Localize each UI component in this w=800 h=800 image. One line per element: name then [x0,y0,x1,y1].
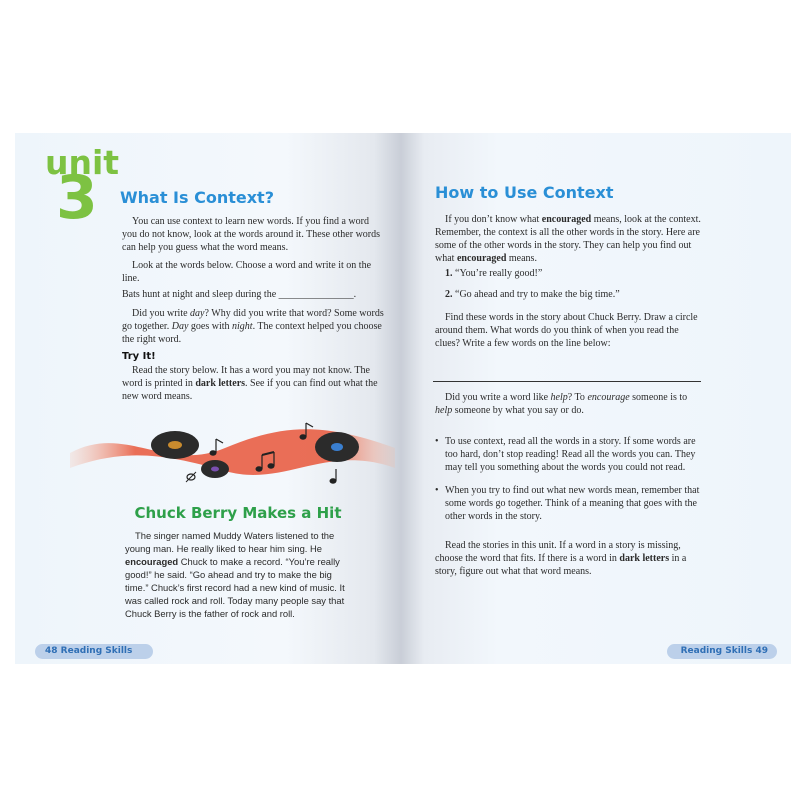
open-book [15,133,791,664]
footer-right [667,644,777,659]
unit-label: unit [45,143,120,182]
list-item: 1. “You’re really good!” [445,268,543,279]
vinyl-record-icon [315,432,359,462]
right-heading: How to Use Context [435,183,614,202]
music-ribbon-illustration [65,413,401,493]
footer-left [35,644,153,659]
footer-label-left: Reading Skills [60,646,133,656]
help-paragraph: Did you write a word like help? To encourage someone is to help someone by what you say or do. [435,392,688,416]
explanation-paragraph: Did you write day? Why did you write that word? Some words go together. Day goes with night. The context helped you choose the right word. [122,308,384,345]
answer-blank[interactable]: _______________ [278,289,354,300]
left-intro-text [122,215,384,285]
intro-paragraph-1: You can use context to learn new words. If you find a word you do not know, look at the words around it. These other words can help you guess what the word means. [122,216,381,253]
unit-number: 3 [56,163,98,233]
tips-list [435,435,703,523]
list-item: • To use context, read all the words in a story. If some words are too hard, don’t stop reading! Read all the words you can. They may tell you something about the words you could not read. [435,436,696,473]
story-text: The singer named Muddy Waters listened to the young man. He really liked to hear him sing. He encouraged Chuck to make a record. “You’re really good!” he said. “Go ahead and try to make the big time.” Chuck’s first record had a new kind of music. It was called rock and roll. Today many people say that Chuck Berry is the father of rock and roll. [125,530,345,619]
music-note-icon [186,472,196,482]
sentence-text: Bats hunt at night and sleep during the [122,289,277,300]
right-intro-paragraph: If you don’t know what encouraged means, look at the context. Remember, the context is all the other words in the story. Here are some of the other words in the story. They can help you find out what encouraged means. [435,214,701,264]
music-note-icon [330,469,336,483]
try-it-heading: Try It! [122,351,156,362]
find-words-paragraph: Find these words in the story about Chuck Berry. Draw a circle around them. What words do you think of when you read the clues? Write a few words on the line below: [435,312,698,349]
page-number-right: 49 [755,646,768,656]
left-heading: What Is Context? [120,188,274,207]
answer-line[interactable] [433,381,701,382]
list-item: • When you try to find out what new words mean, remember that some words go together. Think of a meaning that goes with the other words in the story. [435,485,700,522]
vinyl-record-icon [151,431,199,459]
vinyl-record-icon [201,460,229,478]
clue-list [445,267,701,301]
right-page [401,133,791,664]
sentence-period: . [353,289,357,300]
fill-in-sentence [122,288,384,301]
try-it-paragraph: Read the story below. It has a word you may not know. The word is printed in dark letters. See if you can find out what the new word means. [122,365,378,402]
final-paragraph: Read the stories in this unit. If a word in a story is missing, choose the word that fits. If there is a word in dark letters in a story, figure out what that word means. [435,540,687,577]
left-page [15,133,401,664]
story-title: Chuck Berry Makes a Hit [134,504,342,522]
intro-paragraph-2: Look at the words below. Choose a word and write it on the line. [122,260,372,284]
footer-label-right: Reading Skills [680,646,753,656]
page-number-left: 48 [45,646,58,656]
list-item: 2. “Go ahead and try to make the big time.” [445,289,620,300]
